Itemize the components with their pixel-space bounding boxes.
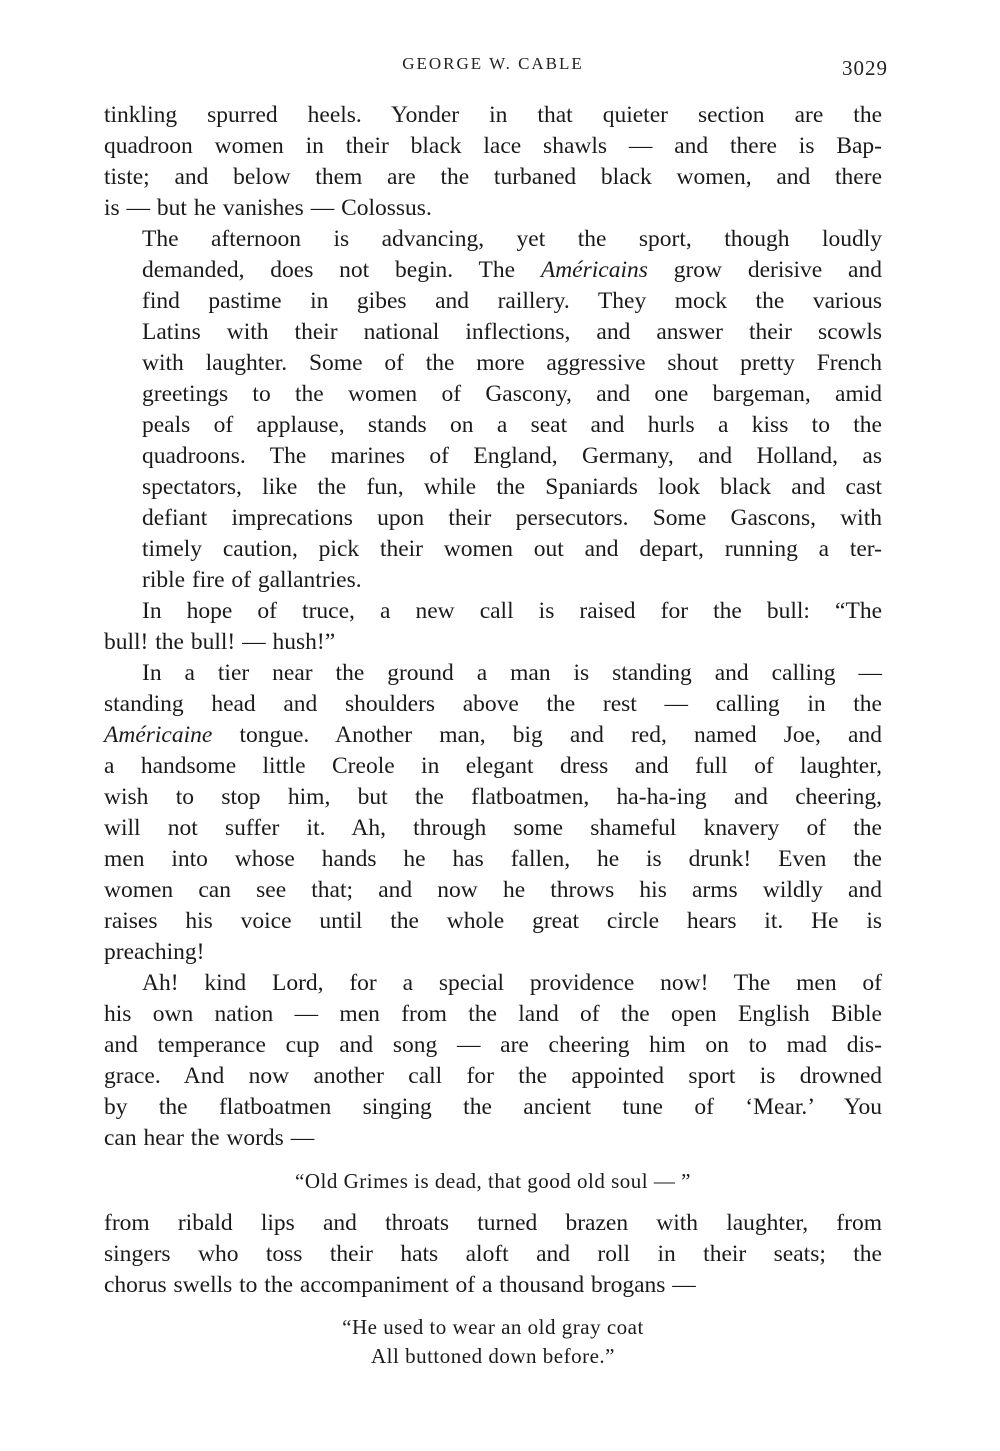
text-line: The afternoon is advancing, yet the sport, though loudly [142,226,882,252]
paragraph-2 [104,224,882,596]
text-line: quadroons. The marines of England, Germany, and Holland, as [142,443,882,469]
text-line: preaching! [104,939,205,965]
text-line: wish to stop him, but the flatboatmen, ha-ha-ing and cheering, [104,784,882,810]
paragraph-4 [104,658,882,968]
text-line: In hope of truce, a new call is raised for the bull: “The [142,598,882,624]
text-line: raises his voice until the whole great circle hears it. He is [104,908,882,934]
running-title: GEORGE W. CABLE [402,54,584,73]
text-line: tiste; and below them are the turbaned black women, and there [104,164,882,190]
text-line: his own nation — men from the land of the open English Bible [104,1001,882,1027]
text-line: demanded, does not begin. The Américains grow derisive and [142,257,882,283]
text-line: timely caution, pick their women out and depart, running a ter- [142,536,882,562]
book-page [104,50,888,1371]
paragraph-6 [104,1208,882,1301]
text-line: can hear the words — [104,1125,315,1151]
text-line: peals of applause, stands on a seat and hurls a kiss to the [142,412,882,438]
text-line: rible fire of gallantries. [142,567,362,593]
text-line: men into whose hands he has fallen, he is drunk! Even the [104,846,882,872]
text-line: bull! the bull! — hush!” [104,629,336,655]
text-line: tinkling spurred heels. Yonder in that quieter section are the [104,102,882,128]
text-line: find pastime in gibes and raillery. They mock the various [142,288,882,314]
verse-line: “He used to wear an old gray coat [342,1315,644,1339]
text-line: and temperance cup and song — are cheering him on to mad dis- [104,1032,882,1058]
text-line: with laughter. Some of the more aggressive shout pretty French [142,350,882,376]
text-line: singers who toss their hats aloft and roll in their seats; the [104,1241,882,1267]
text-line: greetings to the women of Gascony, and one bargeman, amid [142,381,882,407]
text-line: quadroon women in their black lace shawls — and there is Bap- [104,133,882,159]
quoted-line: “Old Grimes is dead, that good old soul — ” [295,1169,691,1193]
text-line: is — but he vanishes — Colossus. [104,195,432,221]
text-line: spectators, like the fun, while the Spaniards look black and cast [142,474,882,500]
text-line: from ribald lips and throats turned brazen with laughter, from [104,1210,882,1236]
body-text [104,100,882,1371]
text-line: Ah! kind Lord, for a special providence now! The men of [142,970,882,996]
text-line: a handsome little Creole in elegant dress and full of laughter, [104,753,882,779]
text-line: In a tier near the ground a man is standing and calling — [142,660,882,686]
verse-quote [104,1313,882,1371]
running-head [104,50,888,86]
page-number: 3029 [842,56,888,80]
text-line: standing head and shoulders above the rest — calling in the [104,691,882,717]
paragraph-3 [104,596,882,658]
text-line: chorus swells to the accompaniment of a thousand brogans — [104,1272,696,1298]
paragraph-1 [104,100,882,224]
text-line: defiant imprecations upon their persecutors. Some Gascons, with [142,505,882,531]
text-line: Américaine tongue. Another man, big and red, named Joe, and [104,722,882,748]
text-line: will not suffer it. Ah, through some shameful knavery of the [104,815,882,841]
text-line: women can see that; and now he throws his arms wildly and [104,877,882,903]
text-line: by the flatboatmen singing the ancient tune of ‘Mear.’ You [104,1094,882,1120]
text-line: grace. And now another call for the appointed sport is drowned [104,1063,882,1089]
paragraph-5 [104,968,882,1154]
verse-line: All buttoned down before.” [371,1344,615,1368]
text-line: Latins with their national inflections, and answer their scowls [142,319,882,345]
